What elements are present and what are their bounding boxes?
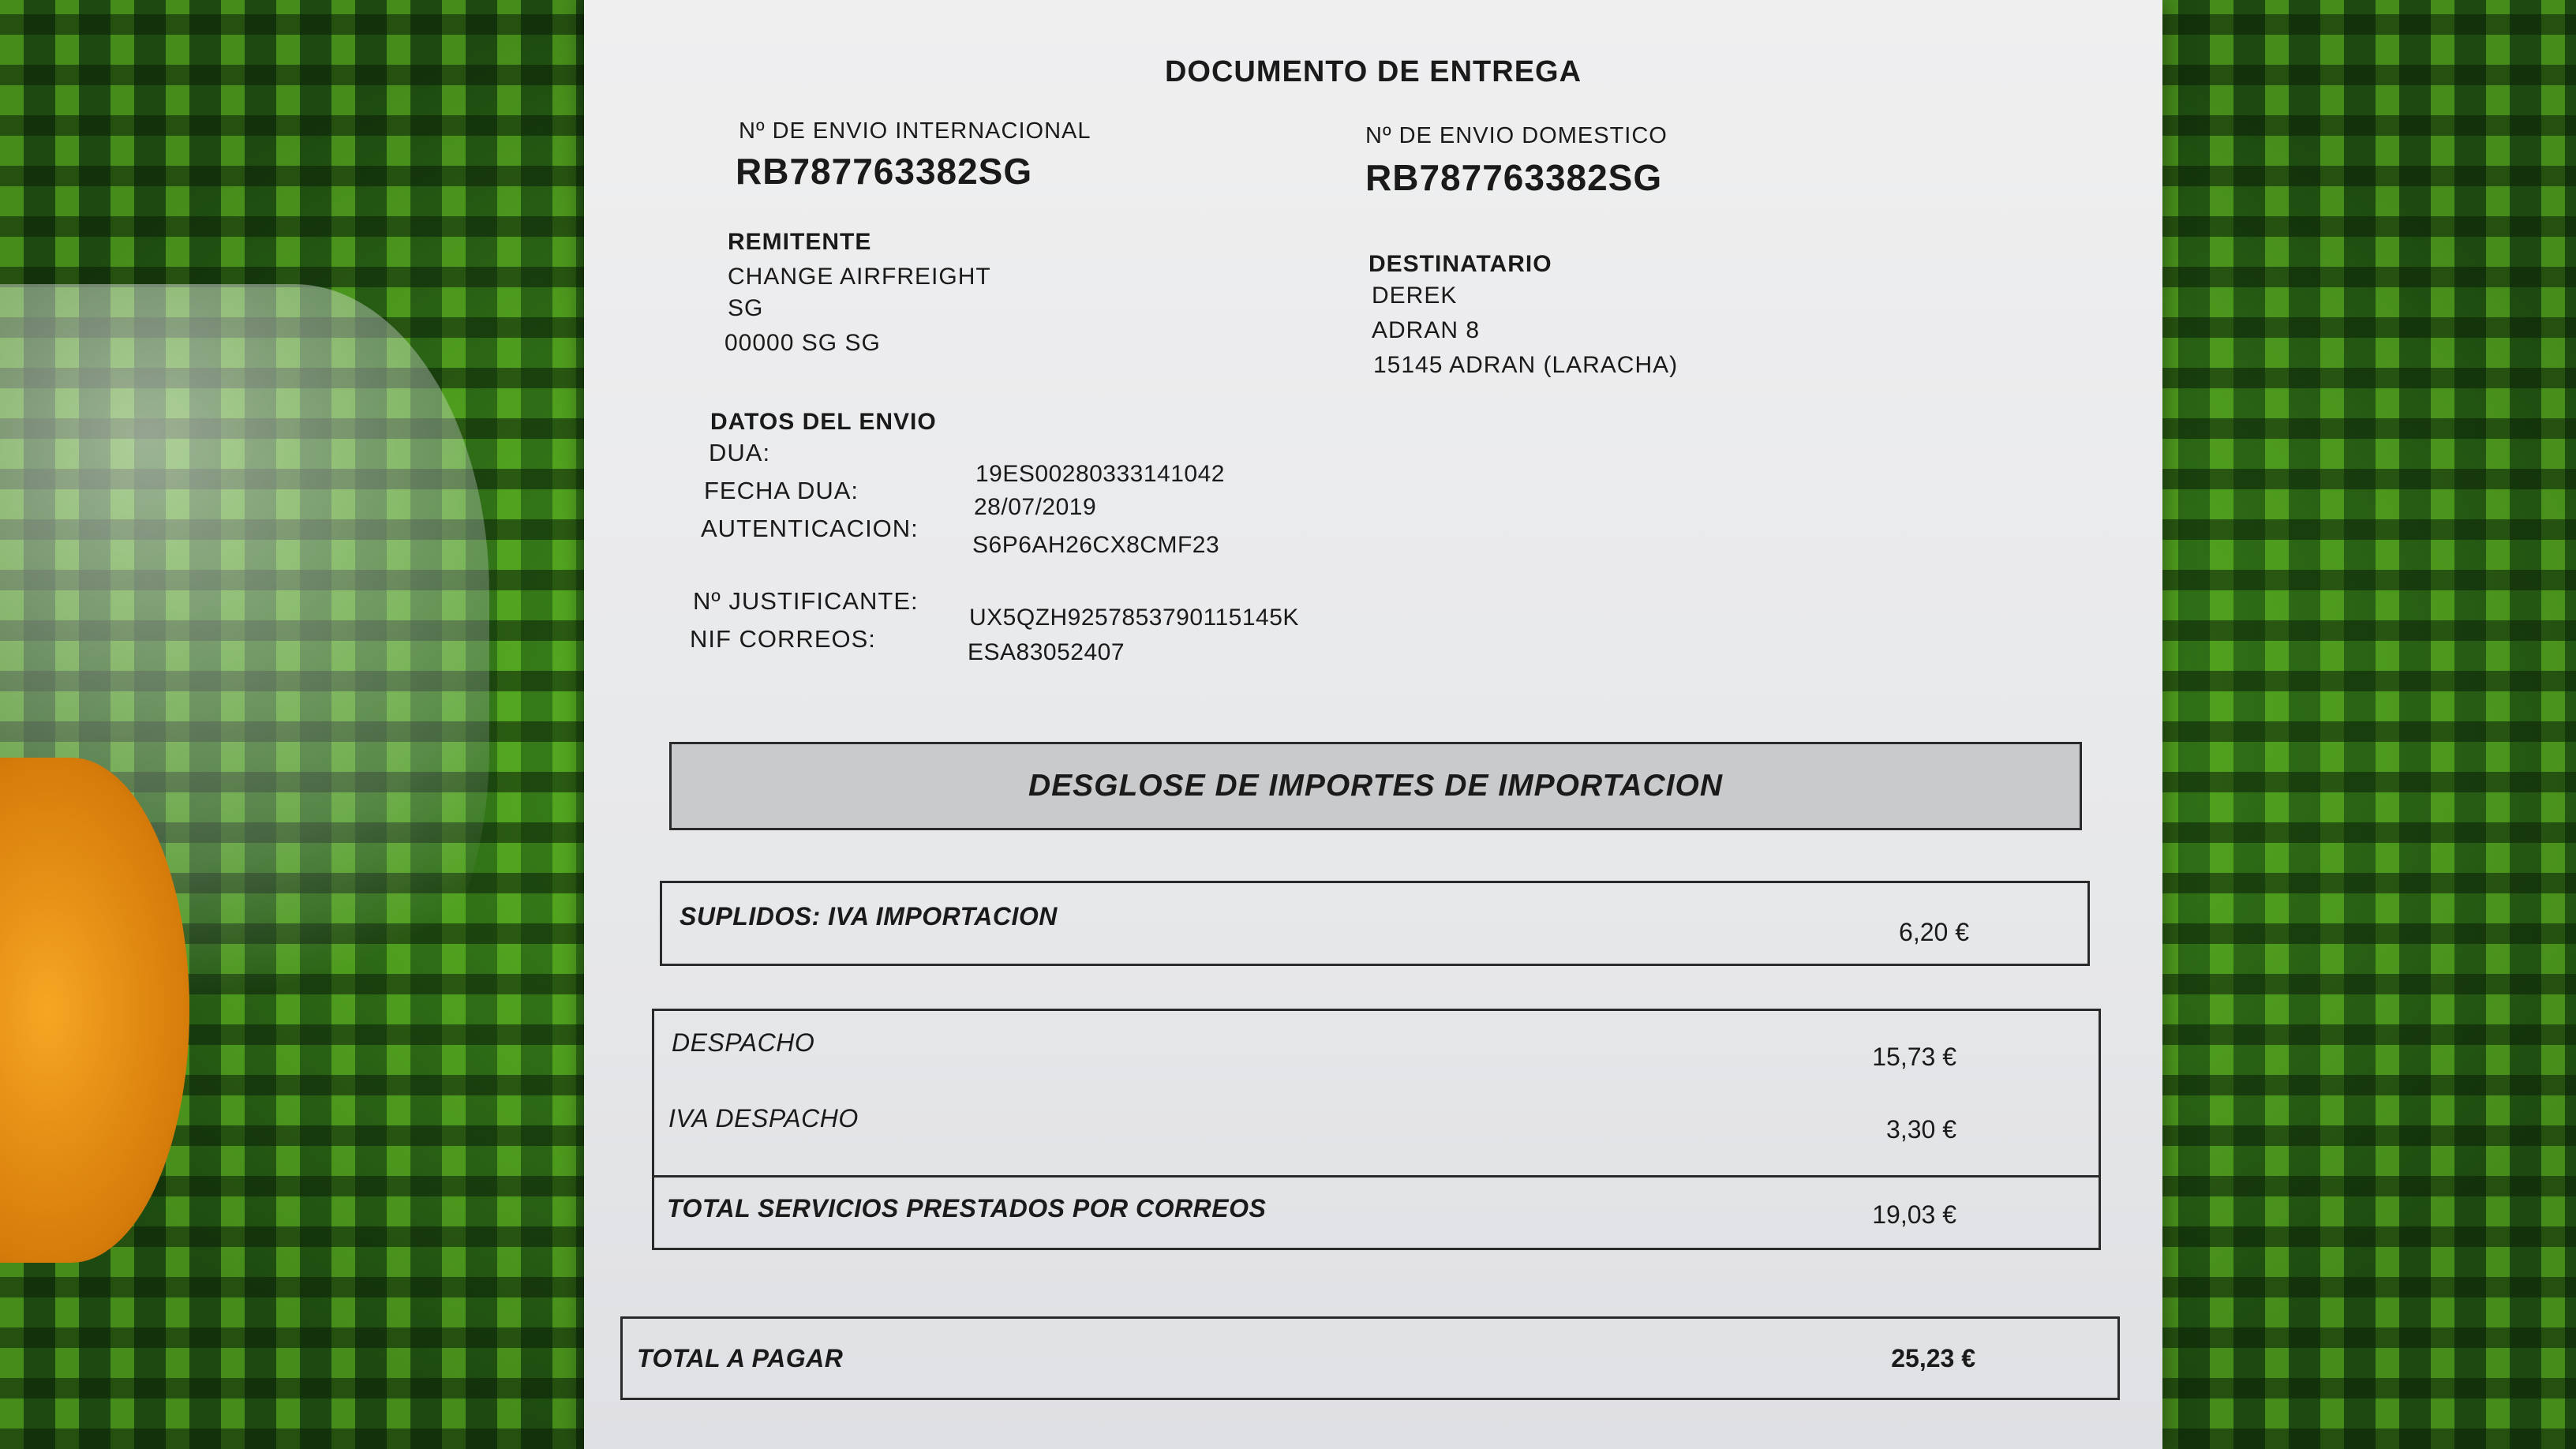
nif-correos-label: NIF CORREOS: xyxy=(690,625,876,653)
suplidos-label: SUPLIDOS: IVA IMPORTACION xyxy=(680,902,1058,930)
sender-line: SG xyxy=(728,295,764,321)
recipient-line: 15145 ADRAN (LARACHA) xyxy=(1373,352,1679,378)
total-services-label: TOTAL SERVICIOS PRESTADOS POR CORREOS xyxy=(667,1194,1267,1222)
international-shipment-number: RB787763382SG xyxy=(736,151,1033,192)
nif-correos-value: ESA83052407 xyxy=(968,639,1125,665)
total-payable-amount: 25,23 € xyxy=(1891,1344,1975,1372)
justificante-label: Nº JUSTIFICANTE: xyxy=(693,587,919,615)
domestic-shipment-number: RB787763382SG xyxy=(1365,157,1663,198)
total-services-amount: 19,03 € xyxy=(1872,1200,1956,1229)
shipment-data-title: DATOS DEL ENVIO xyxy=(710,409,937,435)
despacho-label: DESPACHO xyxy=(672,1028,815,1057)
services-divider xyxy=(654,1175,2099,1178)
domestic-shipment-label: Nº DE ENVIO DOMESTICO xyxy=(1365,123,1668,148)
total-payable-box xyxy=(620,1316,2120,1400)
recipient-title: DESTINATARIO xyxy=(1368,251,1552,277)
total-payable-label: TOTAL A PAGAR xyxy=(637,1344,844,1372)
dua-date-value: 28/07/2019 xyxy=(974,494,1097,520)
authentication-value: S6P6AH26CX8CMF23 xyxy=(972,532,1220,558)
international-shipment-label: Nº DE ENVIO INTERNACIONAL xyxy=(739,118,1091,144)
recipient-line: DEREK xyxy=(1372,283,1458,309)
authentication-label: AUTENTICACION: xyxy=(701,515,919,542)
sender-line: CHANGE AIRFREIGHT xyxy=(728,264,991,290)
justificante-value: UX5QZH9257853790115145K xyxy=(969,605,1299,631)
iva-despacho-amount: 3,30 € xyxy=(1886,1115,1956,1144)
document-title: DOCUMENTO DE ENTREGA xyxy=(1164,55,1582,88)
import-breakdown-banner xyxy=(669,742,2082,830)
despacho-amount: 15,73 € xyxy=(1872,1043,1956,1071)
delivery-document xyxy=(584,0,2162,1449)
sender-line: 00000 SG SG xyxy=(724,330,881,356)
services-box xyxy=(652,1009,2101,1250)
import-breakdown-title: DESGLOSE DE IMPORTES DE IMPORTACION xyxy=(1028,769,1724,803)
dua-value: 19ES00280333141042 xyxy=(975,461,1225,487)
iva-despacho-label: IVA DESPACHO xyxy=(668,1104,859,1133)
recipient-line: ADRAN 8 xyxy=(1372,317,1481,343)
dua-label: DUA: xyxy=(709,439,771,466)
dua-date-label: FECHA DUA: xyxy=(704,477,859,504)
suplidos-amount: 6,20 € xyxy=(1899,918,1969,946)
suplidos-box xyxy=(660,881,2090,966)
sender-title: REMITENTE xyxy=(728,229,872,255)
